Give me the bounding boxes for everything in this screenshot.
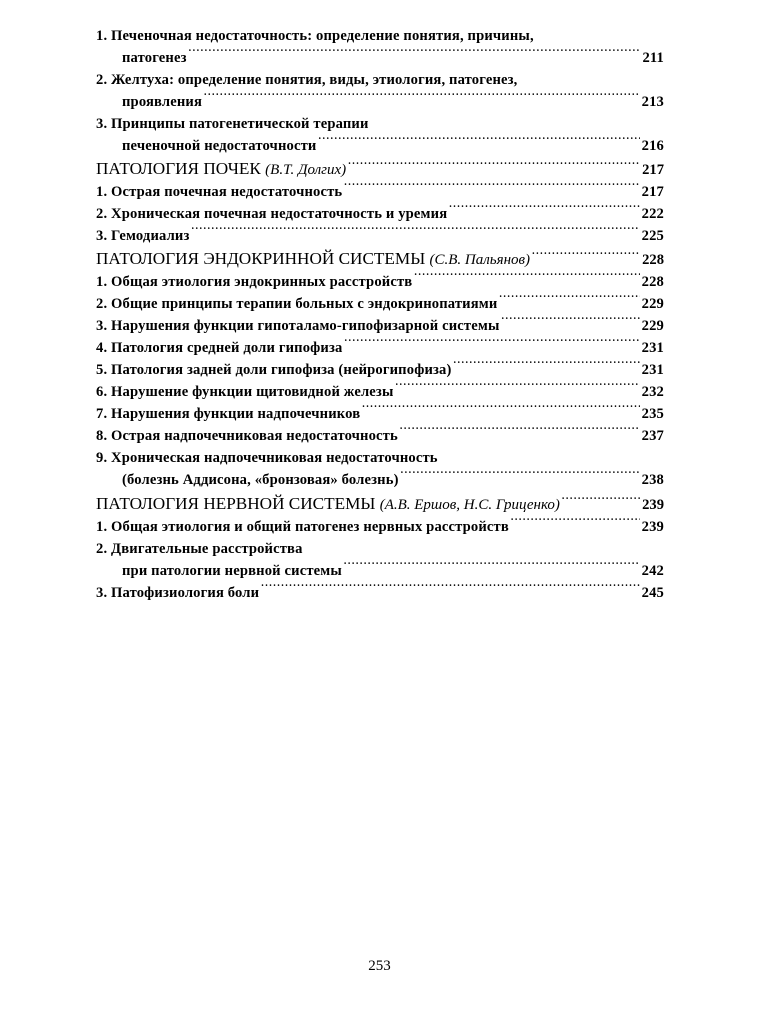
toc-entry[interactable] xyxy=(96,381,664,403)
dot-leader xyxy=(401,470,640,485)
toc-entry[interactable] xyxy=(96,425,664,447)
toc-entry[interactable] xyxy=(96,538,664,582)
toc-entry[interactable] xyxy=(96,271,664,293)
toc-entry[interactable] xyxy=(96,203,664,225)
toc-page-number: 216 xyxy=(641,138,664,154)
toc-entry[interactable] xyxy=(96,69,664,113)
toc-page-number: 229 xyxy=(641,318,664,335)
toc-page-number: 217 xyxy=(641,184,664,201)
toc-entry-title: 4. Патология средней доли гипофиза xyxy=(96,340,343,357)
toc-entry-title: при патологии нервной системы xyxy=(122,562,342,579)
toc-entry[interactable] xyxy=(96,337,664,359)
toc-entry-title: 6. Нарушение функции щитовидной железы xyxy=(96,384,394,401)
toc-entry-line xyxy=(96,181,664,203)
toc-entry-title: 2. Желтуха: определение понятия, виды, этиология, патогенез, xyxy=(96,72,518,88)
toc-page-number: 222 xyxy=(641,206,664,223)
toc-entry-line xyxy=(96,491,664,515)
toc-entry-line xyxy=(96,247,664,271)
toc-entry-line xyxy=(96,135,664,157)
toc-entry[interactable] xyxy=(96,582,664,604)
toc-entry-title: 3. Нарушения функции гипоталамо-гипофизарной системы xyxy=(96,318,500,335)
toc-entry-title: 1. Общая этиология эндокринных расстройств xyxy=(96,274,413,291)
dot-leader xyxy=(348,157,640,174)
toc-page-number: 228 xyxy=(642,252,664,269)
toc-entry-title: 2. Двигательные расстройства xyxy=(96,540,303,557)
toc-entry-title: проявления xyxy=(122,94,203,110)
toc-page-number: 225 xyxy=(641,228,664,245)
page-number: 253 xyxy=(368,958,391,974)
toc-entry[interactable] xyxy=(96,225,664,247)
toc-page-number: 228 xyxy=(641,274,664,291)
dot-leader xyxy=(396,382,640,397)
toc-entry-line xyxy=(96,69,664,91)
toc-entry-line xyxy=(96,403,664,425)
toc-entry-line xyxy=(96,425,664,447)
toc-entry-title: 3. Патофизиология боли xyxy=(96,584,260,601)
section-author: (С.В. Пальянов) xyxy=(429,252,531,269)
toc-entry-title: 5. Патология задней доли гипофиза (нейрогипофиза) xyxy=(96,362,452,379)
dot-leader xyxy=(414,272,639,287)
toc-entry-title: патогенез xyxy=(122,50,187,66)
toc-entry-line xyxy=(96,381,664,403)
toc-page-number: 239 xyxy=(642,496,664,513)
toc-page-number: 211 xyxy=(642,50,664,66)
toc-page-number: 232 xyxy=(641,384,664,401)
dot-leader xyxy=(362,404,639,419)
toc-page-number: 213 xyxy=(641,94,664,110)
toc-entry-line xyxy=(96,271,664,293)
toc-entry[interactable] xyxy=(96,359,664,381)
dot-leader xyxy=(501,316,639,331)
toc-entry-line xyxy=(96,469,664,491)
toc-entry[interactable] xyxy=(96,25,664,69)
toc-entry-title: 3. Гемодиализ xyxy=(96,228,190,245)
toc-entry[interactable] xyxy=(96,315,664,337)
dot-leader xyxy=(511,516,640,531)
dot-leader xyxy=(562,491,640,508)
section-author: (А.В. Ершов, Н.С. Гриценко) xyxy=(379,496,560,513)
toc-page-number: 231 xyxy=(641,340,664,357)
dot-leader xyxy=(189,47,641,62)
toc-section-heading[interactable] xyxy=(96,157,664,181)
toc-entry-line xyxy=(96,157,664,181)
toc-entry-title: 1. Общая этиология и общий патогенез нервных расстройств xyxy=(96,518,509,535)
toc-entry-title: 7. Нарушения функции надпочечников xyxy=(96,406,361,423)
toc-entry-title: печеночной недостаточности xyxy=(122,138,317,154)
dot-leader xyxy=(204,91,640,106)
section-title: ПАТОЛОГИЯ НЕРВНОЙ СИСТЕМЫ xyxy=(96,493,376,513)
toc-page-number: 237 xyxy=(641,428,664,445)
toc-page-number: 229 xyxy=(641,296,664,313)
table-of-contents xyxy=(96,25,664,604)
section-title: ПАТОЛОГИЯ ЭНДОКРИННОЙ СИСТЕМЫ xyxy=(96,249,426,269)
toc-page-number: 217 xyxy=(642,162,664,179)
toc-page-number: 235 xyxy=(641,406,664,423)
dot-leader xyxy=(344,560,640,575)
toc-page-number: 242 xyxy=(641,562,664,579)
toc-entry-line xyxy=(96,337,664,359)
dot-leader xyxy=(449,204,639,219)
toc-page-number: 231 xyxy=(641,362,664,379)
toc-page-number: 238 xyxy=(641,472,664,489)
dot-leader xyxy=(532,247,640,264)
toc-entry-title: 1. Печеночная недостаточность: определение понятия, причины, xyxy=(96,28,534,44)
toc-section-heading[interactable] xyxy=(96,247,664,271)
toc-entry-line xyxy=(96,25,664,47)
toc-page-number: 239 xyxy=(641,518,664,535)
dot-leader xyxy=(499,294,639,309)
section-author: (В.Т. Долгих) xyxy=(265,162,347,179)
toc-entry-line xyxy=(96,203,664,225)
toc-entry-line xyxy=(96,315,664,337)
toc-entry-line xyxy=(96,225,664,247)
toc-entry-line xyxy=(96,538,664,560)
toc-entry[interactable] xyxy=(96,293,664,315)
section-title: ПАТОЛОГИЯ ПОЧЕК xyxy=(96,159,261,179)
toc-entry-title: 9. Хроническая надпочечниковая недостаточность xyxy=(96,450,438,467)
toc-entry-line xyxy=(96,113,664,135)
toc-entry-title: 1. Острая почечная недостаточность xyxy=(96,184,343,201)
dot-leader xyxy=(318,135,639,150)
toc-entry-line xyxy=(96,447,664,469)
toc-entry[interactable] xyxy=(96,403,664,425)
toc-entry[interactable] xyxy=(96,447,664,491)
toc-entry-title: 2. Хроническая почечная недостаточность и уремия xyxy=(96,206,448,223)
toc-entry-title: 3. Принципы патогенетической терапии xyxy=(96,116,369,132)
toc-entry-line xyxy=(96,516,664,538)
toc-entry-title: 2. Общие принципы терапии больных с эндокринопатиями xyxy=(96,296,498,313)
dot-leader xyxy=(261,582,639,597)
toc-entry[interactable] xyxy=(96,113,664,157)
toc-entry-line xyxy=(96,359,664,381)
dot-leader xyxy=(192,226,640,241)
dot-leader xyxy=(453,360,639,375)
toc-entry[interactable] xyxy=(96,181,664,203)
toc-entry-line xyxy=(96,560,664,582)
toc-section-heading[interactable] xyxy=(96,491,664,515)
toc-entry-line xyxy=(96,582,664,604)
dot-leader xyxy=(400,426,640,441)
dot-leader xyxy=(344,182,639,197)
toc-entry[interactable] xyxy=(96,516,664,538)
toc-entry-title: (болезнь Аддисона, «бронзовая» болезнь) xyxy=(122,472,399,489)
toc-entry-line xyxy=(96,47,664,69)
toc-entry-title: 8. Острая надпочечниковая недостаточность xyxy=(96,428,398,445)
toc-entry-line xyxy=(96,293,664,315)
toc-entry-line xyxy=(96,91,664,113)
toc-page-number: 245 xyxy=(641,584,664,601)
dot-leader xyxy=(344,338,639,353)
